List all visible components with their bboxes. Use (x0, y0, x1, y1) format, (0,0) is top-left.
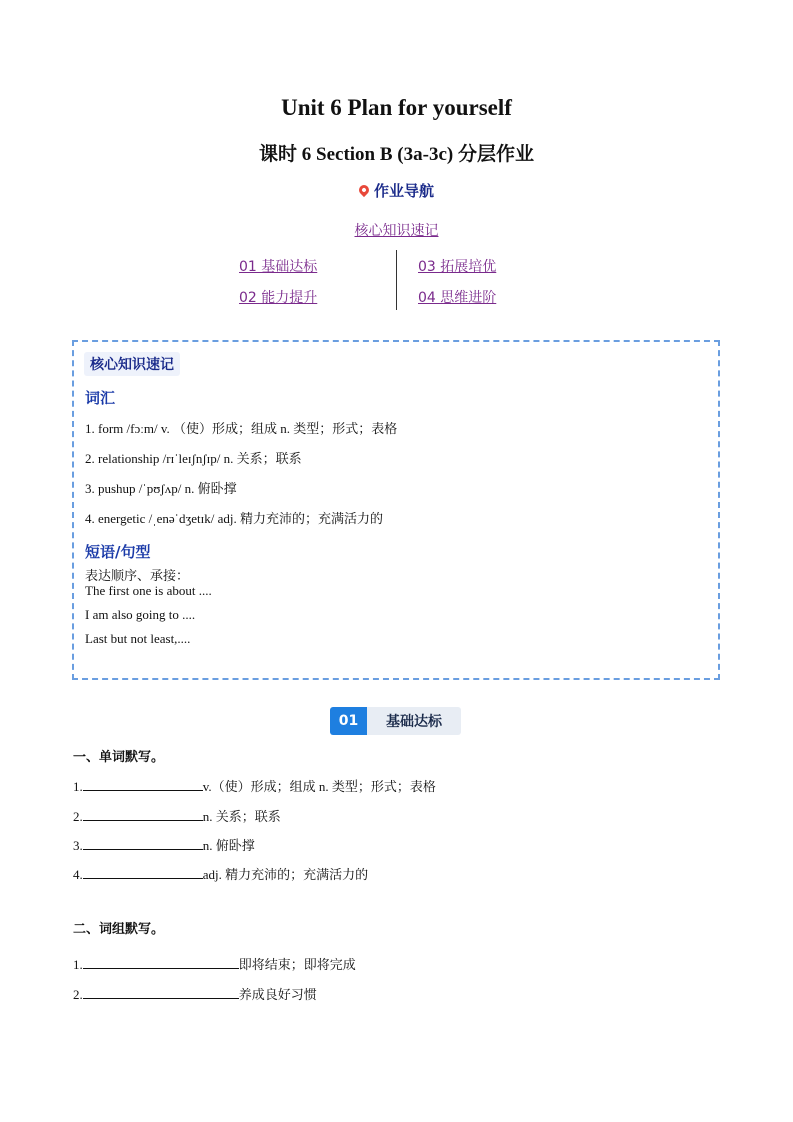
phrase-title: 短语/句型 (85, 543, 151, 561)
answer-blank[interactable] (83, 956, 239, 969)
answer-blank[interactable] (83, 778, 203, 791)
word-question: 2. n. 关系；联系 (73, 809, 281, 824)
part1-heading: 一、单词默写。 (73, 750, 165, 765)
phrase-question: 2. 养成良好习惯 (73, 987, 317, 1002)
vocab-item: 2. relationship /rɪˈleɪʃnʃɪp/ n. 关系；联系 (85, 451, 302, 466)
part2-heading: 二、词组默写。 (73, 922, 165, 937)
phrase-question: 1. 即将结束；即将完成 (73, 957, 356, 972)
core-knowledge-tag: 核心知识速记 (84, 352, 180, 376)
phrase-item: I am also going to .... (85, 607, 196, 622)
nav-header-label: 作业导航 (373, 182, 434, 200)
phrase-item: The first one is about .... (85, 583, 212, 598)
vocab-item: 1. form /fɔːm/ v. （使）形成；组成 n. 类型；形式；表格 (85, 421, 398, 436)
vocab-title: 词汇 (85, 389, 116, 407)
nav-divider (396, 250, 397, 310)
phrase-item: 表达顺序、承接： (85, 568, 190, 583)
answer-blank[interactable] (83, 866, 203, 879)
answer-blank[interactable] (83, 808, 203, 821)
phrase-item: Last but not least,.... (85, 631, 191, 646)
answer-blank[interactable] (83, 986, 239, 999)
vocab-item: 4. energetic /ˌenəˈdʒetɪk/ adj. 精力充沛的；充满活力的 (85, 511, 383, 526)
answer-blank[interactable] (83, 837, 203, 850)
location-pin-icon (357, 183, 371, 197)
section-number: 01 (330, 707, 367, 735)
vocab-item: 3. pushup /ˈpʊʃʌp/ n. 俯卧撑 (85, 481, 237, 496)
nav-link-01[interactable]: 01 基础达标 (239, 259, 318, 275)
word-question: 1. v.（使）形成；组成 n. 类型；形式；表格 (73, 779, 436, 794)
page-title: Unit 6 Plan for yourself (281, 95, 512, 120)
word-question: 3. n. 俯卧撑 (73, 838, 255, 853)
nav-core-wrap (0, 220, 793, 240)
nav-link-core[interactable]: 核心知识速记 (354, 223, 439, 239)
word-question: 4. adj. 精力充沛的；充满活力的 (73, 867, 369, 882)
section-label: 基础达标 (367, 707, 461, 735)
nav-link-04[interactable]: 04 思维进阶 (418, 290, 497, 306)
nav-link-02[interactable]: 02 能力提升 (239, 290, 318, 306)
page-subtitle: 课时 6 Section B (3a-3c) 分层作业 (259, 144, 534, 165)
nav-link-03[interactable]: 03 拓展培优 (418, 259, 497, 275)
section-01-badge (330, 707, 461, 735)
nav-header (0, 180, 793, 201)
